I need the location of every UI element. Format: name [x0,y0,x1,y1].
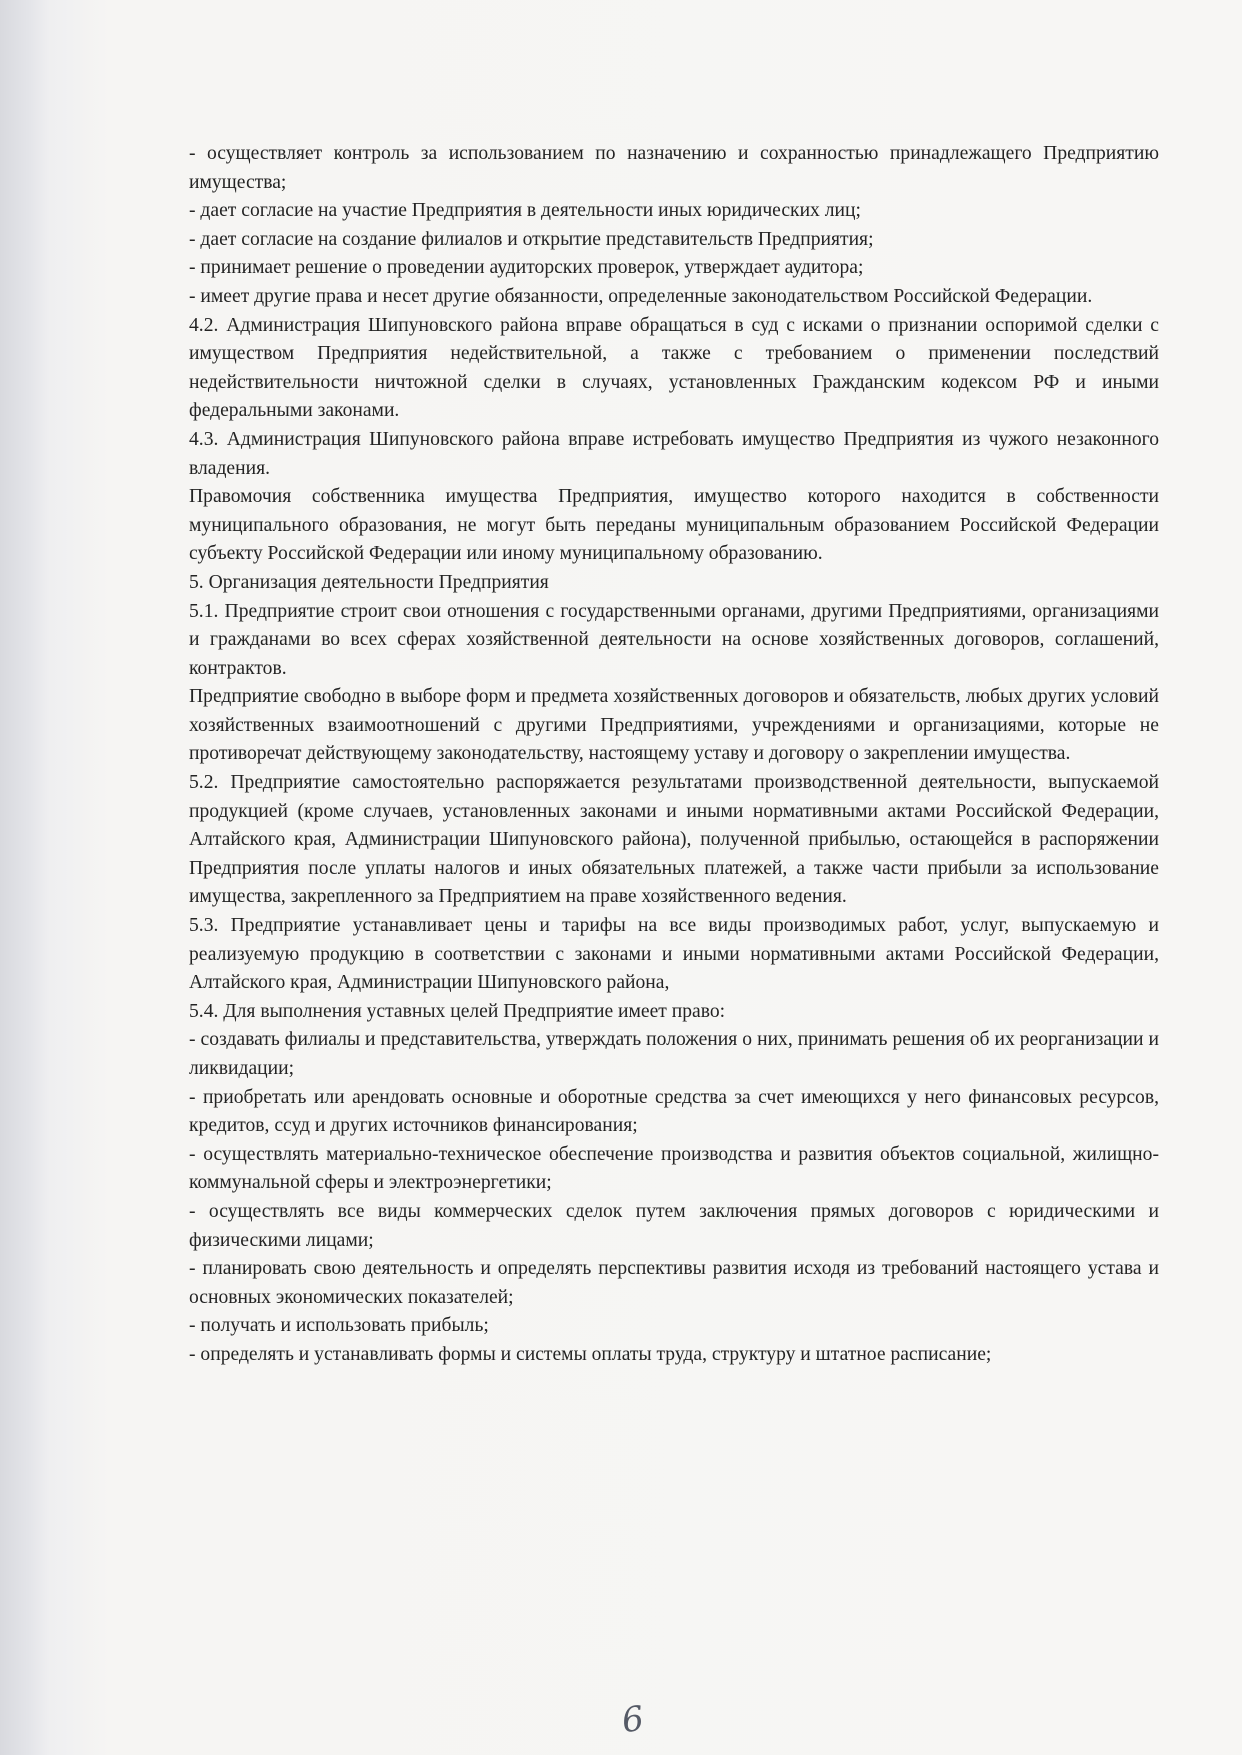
paragraph: 4.2. Администрация Шипуновского района вправе обращаться в суд с исками о признании оспоримой сделки с имуществом Предприятия недействительной, а также с требованием о применении последствий недействительности ничтожной сделки в случаях, установленных Гражданским кодексом РФ и иными федеральными законами. [189,314,1159,422]
document-body [189,140,1159,1370]
section-heading: 5. Организация деятельности Предприятия [189,571,549,593]
paragraph: 5.1. Предприятие строит свои отношения с государственными органами, другими Предприятиями, организациями и гражданами во всех сферах хозяйственной деятельности на основе хозяйственных договоров, соглашений, контрактов. [189,600,1159,679]
paragraph: - осуществляет контроль за использованием по назначению и сохранностью принадлежащего Предприятию имущества; [189,143,1159,193]
paragraph: - создавать филиалы и представительства, утверждать положения о них, принимать решения об их реорганизации и ликвидации; [189,1029,1159,1079]
paragraph: - дает согласие на участие Предприятия в деятельности иных юридических лиц; [189,200,861,222]
paragraph: - осуществлять материально-техническое обеспечение производства и развития объектов социальной, жилищно-коммунальной сферы и электроэнергетики; [189,1143,1159,1194]
paragraph: 5.2. Предприятие самостоятельно распоряжается результатами производственной деятельности, выпускаемой продукцией (кроме случаев, установленных законами и иными нормативными актами Российской Федерации, Алтайского края, Администрации Шипуновского района), полученной прибылью, остающейся в распоряжении Предприятия после уплаты налогов и иных обязательных платежей, а также части прибыли за использование имущества, закрепленного за Предприятием на праве хозяйственного ведения. [189,772,1159,908]
scan-binding-edge [0,0,48,1755]
handwritten-page-number: 6 [619,1698,647,1742]
paragraph: - принимает решение о проведении аудиторских проверок, утверждает аудитора; [189,257,864,279]
paragraph: 5.4. Для выполнения уставных целей Предприятие имеет право: [189,1000,726,1022]
paragraph: - дает согласие на создание филиалов и открытие представительств Предприятия; [189,228,874,250]
paragraph: - получать и использовать прибыль; [189,1315,489,1337]
paragraph: - осуществлять все виды коммерческих сделок путем заключения прямых договоров с юридическими и физическими лицами; [189,1200,1159,1251]
paragraph: Правомочия собственника имущества Предприятия, имущество которого находится в собственности муниципального образования, не могут быть переданы муниципальным образованием Российской Федерации субъекту Российской Федерации или иному муниципальному образованию. [189,486,1159,565]
paragraph: - планировать свою деятельность и определять перспективы развития исходя из требований настоящего устава и основных экономических показателей; [189,1258,1159,1308]
paragraph: 4.3. Администрация Шипуновского района вправе истребовать имущество Предприятия из чужого незаконного владения. [189,428,1159,479]
paragraph: Предприятие свободно в выборе форм и предмета хозяйственных договоров и обязательств, любых других условий хозяйственных взаимоотношений с другими Предприятиями, учреждениями и организациями, которые не противоречат действующему законодательству, настоящему уставу и договору о закреплении имущества. [189,686,1159,765]
paragraph: - приобретать или арендовать основные и оборотные средства за счет имеющихся у него финансовых ресурсов, кредитов, ссуд и других источников финансирования; [189,1086,1159,1137]
paragraph: - определять и устанавливать формы и системы оплаты труда, структуру и штатное расписание; [189,1343,992,1365]
paragraph: - имеет другие права и несет другие обязанности, определенные законодательством Российской Федерации. [189,285,1093,307]
paragraph: 5.3. Предприятие устанавливает цены и тарифы на все виды производимых работ, услуг, выпускаемую и реализуемую продукцию в соответствии с законами и иными нормативными актами Российской Федерации, Алтайского края, Администрации Шипуновского района, [189,915,1159,994]
